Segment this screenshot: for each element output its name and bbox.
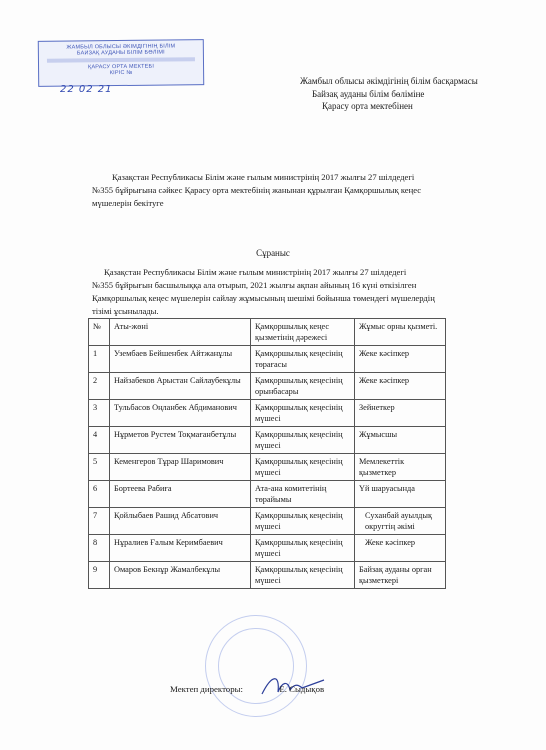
header-cell: № — [89, 319, 110, 346]
member-role: Қамқоршылық кеңесінің мүшесі — [251, 427, 355, 454]
table-header-row — [89, 319, 446, 346]
table-row — [89, 562, 446, 589]
row-number: 7 — [89, 508, 110, 535]
stamp-line: ҚАРАСУ ОРТА МЕКТЕБІ — [87, 63, 155, 71]
table-row — [89, 481, 446, 508]
addressee-block — [300, 75, 478, 113]
body-line: №355 бұйрығын басшылыққа ала отырып, 2021 жылғы ақпан айының 16 күні өткізілген — [92, 280, 417, 290]
table-row — [89, 400, 446, 427]
table-row — [89, 427, 446, 454]
table-row — [89, 508, 446, 535]
member-job: Байзақ ауданы орган қызметкері — [355, 562, 446, 589]
member-job: Жұмысшы — [355, 427, 446, 454]
row-number: 8 — [89, 535, 110, 562]
body-line: Қазақстан Республикасы Білім және ғылым министрінің 2017 жылғы 27 шілдедегі — [104, 267, 407, 277]
row-number: 4 — [89, 427, 110, 454]
member-name: Қойлыбаев Рашид Абсатович — [110, 508, 251, 535]
member-role: Қамқоршылық кеңесінің мүшесі — [251, 508, 355, 535]
member-job: Суханбай ауылдық округтің әкімі — [355, 508, 446, 535]
table-row — [89, 454, 446, 481]
member-job: Үй шаруасында — [355, 481, 446, 508]
member-name: Нұрметов Рустем Тоқмағанбетұлы — [110, 427, 251, 454]
member-role: Ата-ана комитетінің төрайымы — [251, 481, 355, 508]
member-job: Зейнеткер — [355, 400, 446, 427]
row-number: 1 — [89, 346, 110, 373]
member-job: Жеке кәсіпкер — [355, 535, 446, 562]
member-name: Узембаев Бейшенбек Айтжанұлы — [110, 346, 251, 373]
row-number: 9 — [89, 562, 110, 589]
subject-block — [92, 171, 492, 210]
member-job: Жеке кәсіпкер — [355, 373, 446, 400]
row-number: 3 — [89, 400, 110, 427]
member-name: Нұралиев Ғалым Керимбаевич — [110, 535, 251, 562]
row-number: 5 — [89, 454, 110, 481]
subject-line: мүшелерін бекітуге — [92, 198, 164, 208]
incoming-stamp — [38, 39, 204, 87]
addressee-line: Жамбыл облысы әкімдігінің білім басқармасы — [300, 76, 478, 86]
member-role: Қамқоршылық кеңесінің мүшесі — [251, 562, 355, 589]
member-name: Тульбасов Оңланбек Абдиманович — [110, 400, 251, 427]
stamp-handwritten-date: 22 02 21 — [60, 84, 113, 95]
member-job: Мемлекеттік қызметкер — [355, 454, 446, 481]
member-role: Қамқоршылық кеңесінің мүшесі — [251, 454, 355, 481]
row-number: 2 — [89, 373, 110, 400]
table-row — [89, 373, 446, 400]
member-name: Найзабеков Арыстан Сайлаубекұлы — [110, 373, 251, 400]
addressee-line: Байзақ ауданы білім бөліміне — [312, 88, 425, 99]
member-name: Кеменгеров Тұрар Шаримович — [110, 454, 251, 481]
table-row — [89, 346, 446, 373]
header-cell: Аты-жөні — [110, 319, 251, 346]
body-line: тізімі ұсынылады. — [92, 306, 159, 316]
member-role: Қамқоршылық кеңесінің мүшесі — [251, 535, 355, 562]
subject-line: №355 бұйрығына сәйкес Қарасу орта мектебінің жанынан құрылған Қамқоршылық кеңес — [92, 185, 422, 195]
header-cell: Жұмыс орны қызметі. — [355, 319, 446, 346]
member-role: Қамқоршылық кеңесінің мүшесі — [251, 400, 355, 427]
member-name: Бортеева Рабиға — [110, 481, 251, 508]
row-number: 6 — [89, 481, 110, 508]
table-row — [89, 535, 446, 562]
stamp-line: ЖАМБЫЛ ОБЛЫСЫ ӘКІМДІГІНІҢ БІЛІМ — [66, 43, 176, 51]
signature-line — [170, 684, 324, 694]
member-job: Жеке кәсіпкер — [355, 346, 446, 373]
director-name: Е. Сыдықов — [279, 684, 325, 694]
members-table — [88, 318, 446, 589]
stamp-divider — [47, 57, 195, 63]
stamp-line: БАЙЗАҚ АУДАНЫ БІЛІМ БӨЛІМІ — [76, 49, 165, 57]
director-label: Мектеп директоры: — [170, 684, 243, 694]
header-cell: Қамқоршылық кеңес қызметінің дәрежесі — [251, 319, 355, 346]
body-paragraph — [92, 266, 522, 318]
member-name: Омаров Бекнұр Жамалбекұлы — [110, 562, 251, 589]
member-role: Қамқоршылық кеңесінің орынбасары — [251, 373, 355, 400]
stamp-line: КІРІС № — [109, 69, 133, 77]
body-line: Қамқоршылық кеңес мүшелерін сайлау жұмысының шешімі бойынша төмендегі мүшелердің — [92, 293, 435, 303]
addressee-line: Қарасу орта мектебінен — [322, 101, 413, 111]
subject-line: Қазақстан Республикасы Білім және ғылым министрінің 2017 жылғы 27 шілдедегі — [112, 172, 415, 182]
member-role: Қамқоршылық кеңесінің төрағасы — [251, 346, 355, 373]
document-title: Сұраныс — [256, 248, 290, 258]
